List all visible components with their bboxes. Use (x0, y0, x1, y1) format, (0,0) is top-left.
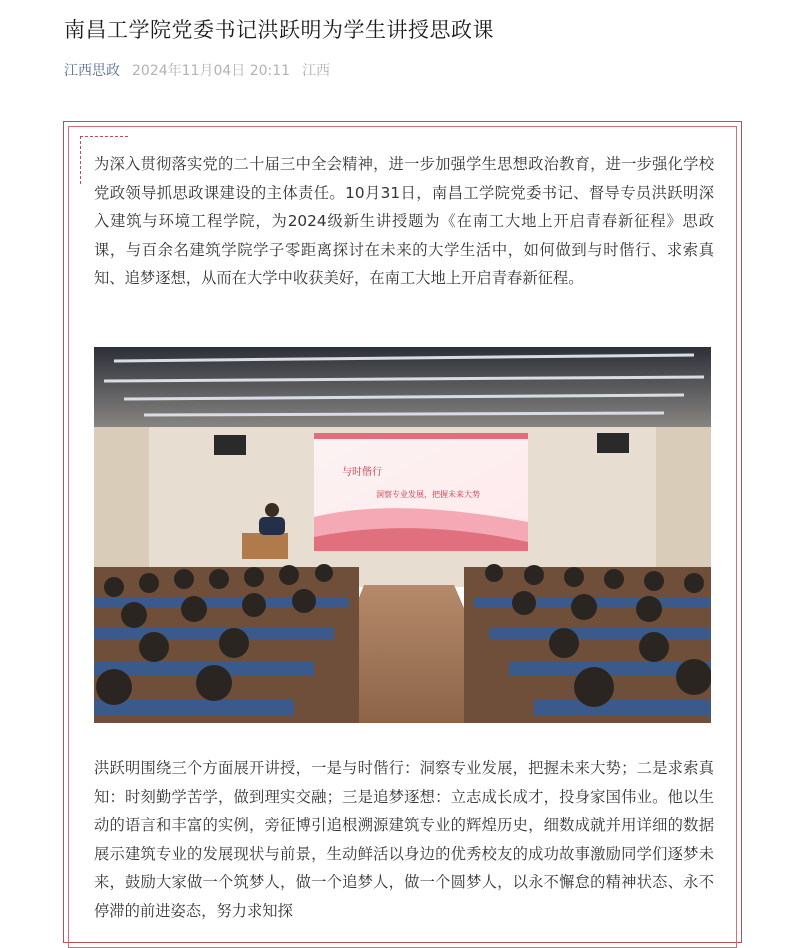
frame-corner-top (80, 136, 128, 137)
podium (242, 533, 288, 559)
speaker-body (259, 517, 285, 535)
article-title: 南昌工学院党委书记洪跃明为学生讲授思政课 (64, 18, 494, 42)
slide-subtitle: 洞察专业发展，把握未来大势 (376, 490, 480, 499)
publish-location: 江西 (302, 63, 331, 79)
lecture-photo (94, 347, 711, 723)
publish-datetime: 2024年11月04日 20:11 (132, 63, 291, 79)
speaker-right (597, 433, 629, 453)
account-name-link[interactable]: 江西思政 (64, 63, 120, 79)
frame-corner-left (80, 136, 81, 184)
speaker-left (214, 435, 246, 455)
body-paragraph: 洪跃明围绕三个方面展开讲授，一是与时偕行：洞察专业发展，把握未来大势；二是求索真知：时刻勤学苦学，做到理实交融；三是追梦逐想：立志成长成才，投身家国伟业。他以生动的语言和丰富的实例，旁征博引追根溯源建筑专业的辉煌历史，细数成就并用详细的数据展示建筑专业的发展现状与前景，生动鲜活以身边的优秀校友的成功故事激励同学们逐梦未来，鼓励大家做一个筑梦人，做一个追梦人，做一个圆梦人，以永不懈怠的精神状态、永不停滞的前进姿态，努力求知探 (94, 759, 714, 920)
article-meta (64, 60, 330, 80)
intro-paragraph: 为深入贯彻落实党的二十届三中全会精神，进一步加强学生思想政治教育，进一步强化学校党政领导抓思政课建设的主体责任。10月31日，南昌工学院党委书记、督导专员洪跃明深入建筑与环境工程学院，为2024级新生讲授题为《在南工大地上开启青春新征程》思政课，与百余名建筑学院学子零距离探讨在未来的大学生活中，如何做到与时偕行、求索真知、追梦逐想，从而在大学中收获美好，在南工大地上开启青春新征程。 (94, 155, 714, 287)
slide-title: 与时偕行 (342, 467, 382, 478)
speaker-head (265, 503, 279, 517)
